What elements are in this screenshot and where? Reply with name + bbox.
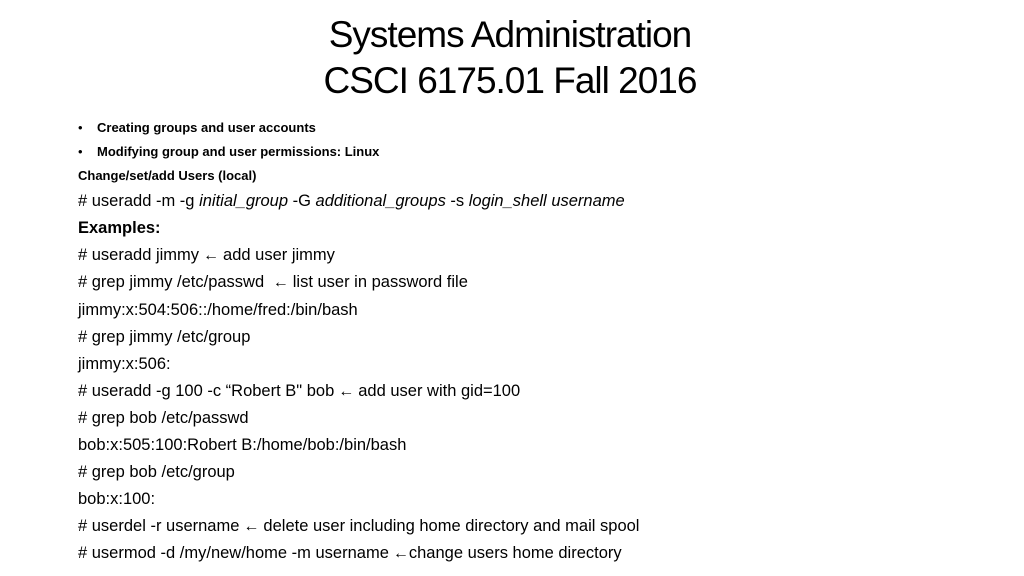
left-arrow-icon: ← bbox=[243, 517, 260, 535]
syntax-line bbox=[78, 188, 958, 215]
bullet-item bbox=[78, 116, 958, 140]
example-output: jimmy:x:504:506::/home/fred:/bin/bash bbox=[78, 301, 358, 320]
note-text: change users home directory bbox=[408, 544, 622, 563]
examples-label: Examples: bbox=[78, 218, 161, 237]
note-text: add user jimmy bbox=[223, 245, 335, 264]
bullet-text: Modifying group and user permissions: Linux bbox=[97, 144, 380, 159]
left-arrow-icon: ← bbox=[338, 382, 355, 400]
syntax-prefix: # useradd -m -g bbox=[78, 192, 200, 210]
bullet-item bbox=[78, 140, 958, 164]
example-output: bob:x:505:100:Robert B:/home/bob:/bin/bash bbox=[78, 436, 407, 455]
command-text: # useradd -g 100 -c “Robert B" bob bbox=[78, 381, 335, 400]
example-line: # grep jimmy /etc/group bbox=[78, 327, 251, 346]
title-line-2: CSCI 6175.01 Fall 2016 bbox=[323, 60, 697, 101]
example-output: bob:x:100: bbox=[78, 489, 156, 508]
syntax-additional-groups: additional_groups bbox=[315, 192, 446, 210]
example-line: # grep bob /etc/passwd bbox=[78, 409, 249, 428]
left-arrow-icon: ← bbox=[203, 246, 220, 264]
command-text: # usermod -d /my/new/home -m username bbox=[78, 544, 389, 563]
syntax-mid-2: -s bbox=[445, 192, 469, 210]
example-line bbox=[78, 242, 958, 270]
bullet-text: Creating groups and user accounts bbox=[97, 120, 316, 135]
left-arrow-icon: ← bbox=[272, 274, 289, 292]
syntax-login-shell: login_shell bbox=[468, 192, 547, 210]
bullet-dot-icon: • bbox=[78, 144, 83, 159]
example-line bbox=[78, 269, 958, 297]
syntax-mid-1: -G bbox=[288, 192, 316, 210]
syntax-username: username bbox=[551, 192, 625, 210]
title-line-1: Systems Administration bbox=[328, 14, 692, 55]
example-line bbox=[78, 513, 958, 541]
syntax-initial-group: initial_group bbox=[199, 192, 289, 210]
slide-title bbox=[200, 12, 820, 104]
left-arrow-icon: ← bbox=[392, 545, 409, 563]
note-text: delete user including home directory and mail spool bbox=[263, 516, 640, 535]
bullet-dot-icon: • bbox=[78, 120, 83, 135]
slide-content bbox=[78, 116, 958, 568]
example-line: # grep bob /etc/group bbox=[78, 462, 235, 481]
command-text: # grep jimmy /etc/passwd bbox=[78, 273, 265, 292]
example-line bbox=[78, 378, 958, 406]
example-line bbox=[78, 540, 958, 568]
command-text: # useradd jimmy bbox=[78, 245, 200, 264]
note-text: add user with gid=100 bbox=[358, 381, 521, 400]
subheading: Change/set/add Users (local) bbox=[78, 168, 257, 183]
note-text: list user in password file bbox=[292, 273, 468, 292]
example-output: jimmy:x:506: bbox=[78, 354, 171, 373]
command-text: # userdel -r username bbox=[78, 516, 240, 535]
